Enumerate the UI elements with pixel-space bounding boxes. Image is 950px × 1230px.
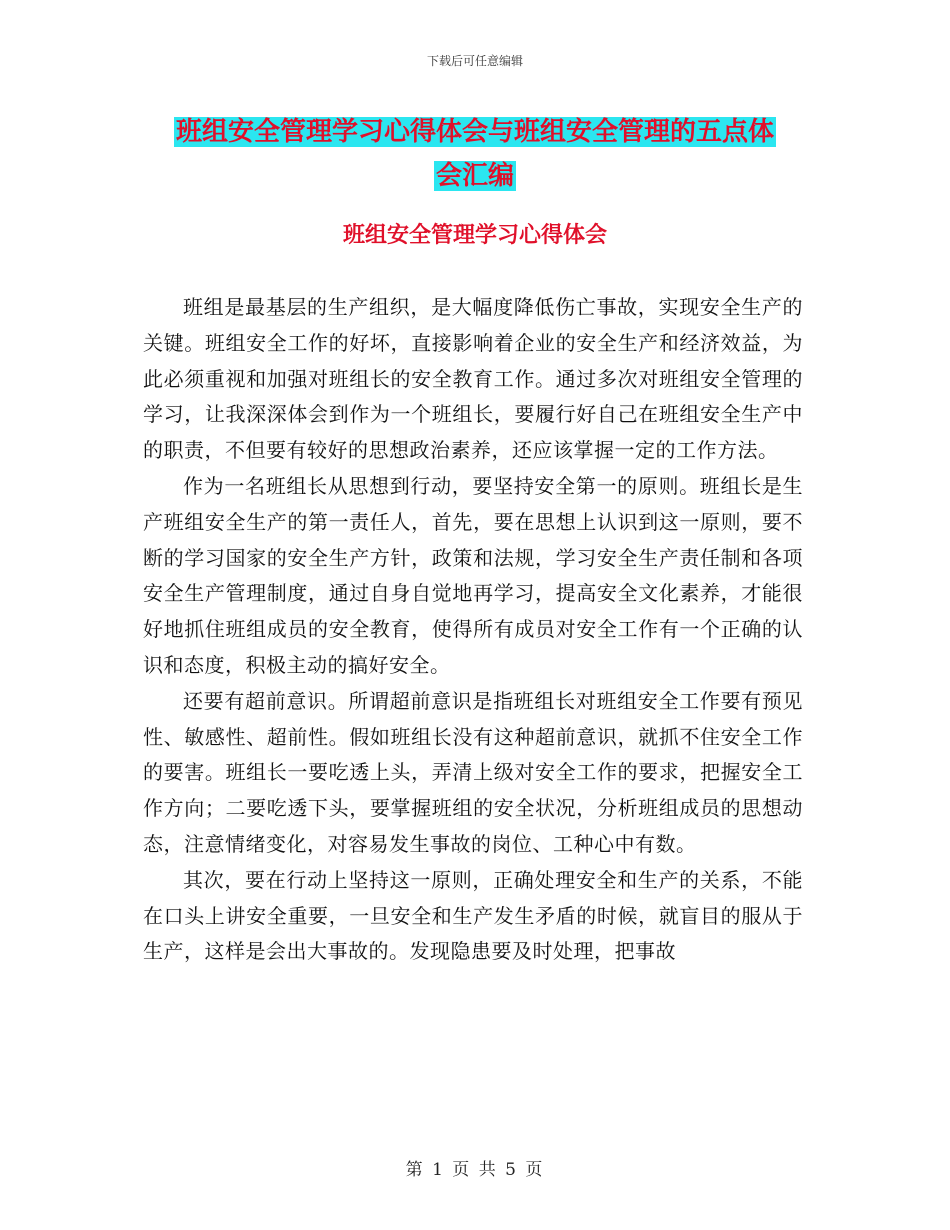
paragraph-1: 班组是最基层的生产组织，是大幅度降低伤亡事故，实现安全生产的关键。班组安全工作的好坏，直接影响着企业的安全生产和经济效益，为此必须重视和加强对班组长的安全教育工作。通过多次对班组安全管理的学习，让我深深体会到作为一个班组长，要履行好自己在班组安全生产中的职责，不但要有较好的思想政治素养，还应该掌握一定的工作方法。 bbox=[143, 295, 803, 463]
page-number: 第 1 页 共 5 页 bbox=[405, 1160, 545, 1180]
paragraph-2: 作为一名班组长从思想到行动，要坚持安全第一的原则。班组长是生产班组安全生产的第一责任人，首先，要在思想上认识到这一原则，要不断的学习国家的安全生产方针，政策和法规，学习安全生产责任制和各项安全生产管理制度，通过自身自觉地再学习，提高安全文化素养，才能很好地抓住班组成员的安全教育，使得所有成员对安全工作有一个正确的认识和态度，积极主动的搞好安全。 bbox=[143, 473, 803, 677]
title-line-2: 会汇编 bbox=[435, 161, 514, 191]
document-title bbox=[150, 110, 800, 198]
paragraph-4: 其次，要在行动上坚持这一原则，正确处理安全和生产的关系，不能在口头上讲安全重要，一旦安全和生产发生矛盾的时候，就盲目的服从于生产，这样是会出大事故的。发现隐患要及时处理，把事故 bbox=[143, 867, 803, 964]
document-body bbox=[143, 290, 803, 970]
section-title: 班组安全管理学习心得体会 bbox=[342, 223, 607, 248]
page-header-note: 下载后可任意编辑 bbox=[426, 54, 523, 68]
title-line-1: 班组安全管理学习心得体会与班组安全管理的五点体 bbox=[175, 117, 774, 147]
paragraph-3: 还要有超前意识。所谓超前意识是指班组长对班组安全工作要有预见性、敏感性、超前性。假如班组长没有这种超前意识，就抓不住安全工作的要害。班组长一要吃透上头，弄清上级对安全工作的要求，把握安全工作方向；二要吃透下头，要掌握班组的安全状况，分析班组成员的思想动态，注意情绪变化，对容易发生事故的岗位、工种心中有数。 bbox=[143, 688, 803, 856]
